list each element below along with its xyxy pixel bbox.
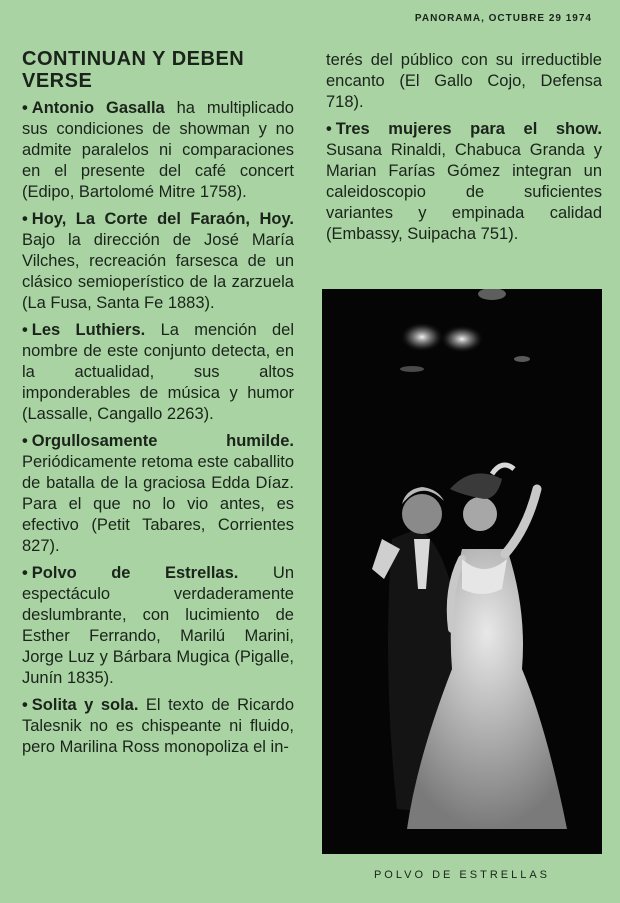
bullet-icon: • bbox=[22, 210, 28, 228]
entry-title: Polvo de Estrellas. bbox=[31, 564, 239, 582]
entry-text: La mención del nombre de este conjunto detecta, en la actualidad, sus altos imponderables de música y humor (Lassalle, Cangallo 2263). bbox=[22, 321, 294, 423]
stage-photo-illustration bbox=[322, 289, 602, 854]
stage-performers-photo bbox=[322, 289, 602, 854]
bullet-icon: • bbox=[22, 99, 28, 117]
listing-entry bbox=[22, 98, 294, 203]
entry-title: Les Luthiers. bbox=[31, 321, 146, 339]
entry-text: Un espectáculo verdaderamente deslumbrante, con lucimiento de Esther Ferrando, Marilú Marini, Jorge Luz y Bárbara Mugica (Pigalle, Junín 1835). bbox=[22, 564, 294, 687]
continued-text: terés del público con su irreductible encanto (El Gallo Cojo, Defensa 718). bbox=[326, 51, 602, 111]
listing-entry bbox=[22, 563, 294, 689]
photo-caption: POLVO DE ESTRELLAS bbox=[373, 869, 551, 881]
entry-text: ha multiplicado sus condiciones de showman y no admite paralelos ni comparaciones en el presente del café concert (Edipo, Bartolomé Mitre 1758). bbox=[22, 99, 294, 201]
page-header: PANORAMA, OCTUBRE 29 1974 bbox=[414, 13, 592, 24]
entry-text: Susana Rinaldi, Chabuca Granda y Marian Farías Gómez integran un caleidoscopio de suficientes variantes y empinada calidad (Embassy, Suipacha 751). bbox=[326, 141, 602, 243]
entry-title: Antonio Gasalla bbox=[31, 99, 165, 117]
section-title: CONTINUAN Y DEBEN VERSE bbox=[22, 48, 245, 92]
listing-entry bbox=[22, 320, 294, 425]
listing-entry bbox=[22, 209, 294, 314]
bullet-icon: • bbox=[22, 696, 28, 714]
listing-entry bbox=[326, 119, 602, 245]
right-column bbox=[326, 50, 602, 251]
entry-title: Solita y sola. bbox=[31, 696, 139, 714]
entry-title: Orgullosamente humilde. bbox=[31, 432, 294, 450]
listing-entry bbox=[22, 431, 294, 557]
bullet-icon: • bbox=[22, 564, 28, 582]
listing-entry bbox=[22, 695, 294, 758]
bullet-icon: • bbox=[22, 321, 28, 339]
entry-text: El texto de Ricardo Talesnik no es chispeante ni fluido, pero Marilina Ross monopoliza el in- bbox=[22, 696, 294, 756]
entry-title: Tres mujeres para el show. bbox=[335, 120, 602, 138]
bullet-icon: • bbox=[22, 432, 28, 450]
entry-text: Bajo la dirección de José María Vilches, recreación farsesca de un clásico semioperístico de la zarzuela (La Fusa, Santa Fe 1883). bbox=[22, 231, 294, 312]
bullet-icon: • bbox=[326, 120, 332, 138]
entry-title: Hoy, La Corte del Faraón, Hoy. bbox=[31, 210, 294, 228]
entry-text: Periódicamente retoma este caballito de batalla de la graciosa Edda Díaz. Para el que no lo vio antes, es efectivo (Petit Tabares, Corrientes 827). bbox=[22, 453, 294, 555]
left-column bbox=[22, 48, 294, 764]
